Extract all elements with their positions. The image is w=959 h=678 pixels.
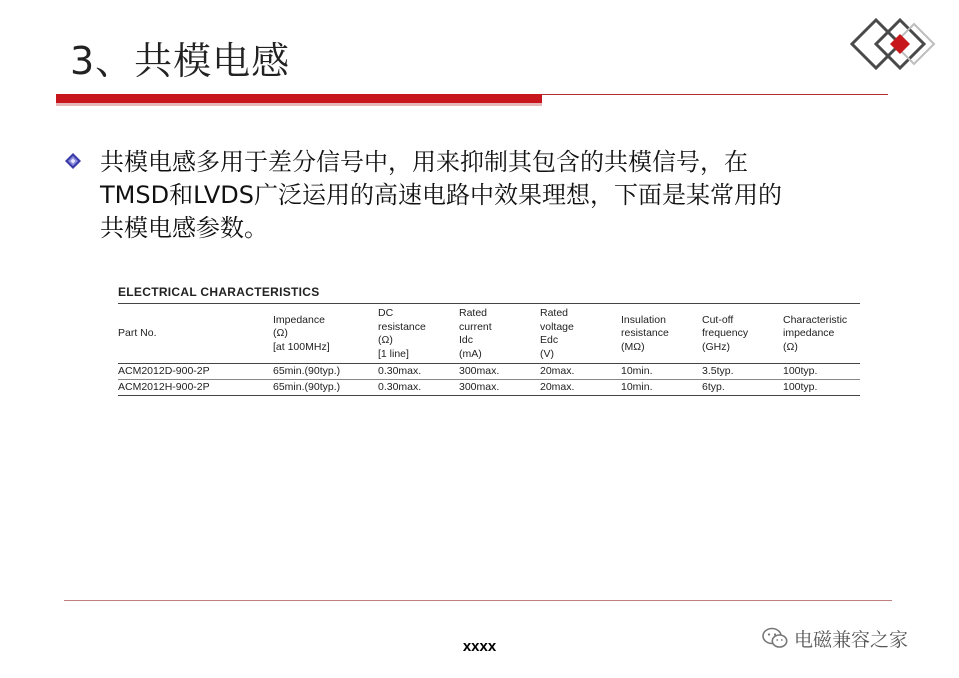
table-cell: 100typ. xyxy=(783,365,818,377)
table-cell: 20max. xyxy=(540,365,575,377)
table-cell: ACM2012D-900-2P xyxy=(118,365,210,377)
table-cell: 10min. xyxy=(621,380,702,396)
table-header-row xyxy=(118,304,860,364)
body-line: 共模电感多用于差分信号中，用来抑制其包含的共模信号，在 xyxy=(100,148,748,176)
title-underline-red xyxy=(56,94,542,103)
footer-text: xxxx xyxy=(462,638,497,655)
col-header-impedance: Impedance (Ω) [at 100MHz] xyxy=(273,304,378,364)
diamond-bullet-icon xyxy=(64,152,82,170)
col-header-part-no: Part No. xyxy=(118,304,273,364)
title-underline-thin xyxy=(542,94,888,95)
table-cell: 20max. xyxy=(540,380,621,396)
col-header-cutoff-frequency: Cut-off frequency (GHz) xyxy=(702,304,783,364)
table-cell: 3.5typ. xyxy=(702,365,734,377)
watermark-text: 电磁兼容之家 xyxy=(794,628,909,651)
table-row xyxy=(118,380,860,396)
table-cell: 0.30max. xyxy=(378,380,459,396)
table-cell: 300max. xyxy=(459,380,540,396)
col-header-insulation-resistance: Insulation resistance (MΩ) xyxy=(621,304,702,364)
body-line: TMSD和LVDS广泛运用的高速电路中效果理想，下面是某常用的 xyxy=(100,181,782,209)
col-header-characteristic-impedance: Characteristic impedance (Ω) xyxy=(783,304,860,364)
table-cell: 65min.(90typ.) xyxy=(273,380,378,396)
diamond-logo-icon xyxy=(850,14,940,76)
spec-heading: ELECTRICAL CHARACTERISTICS xyxy=(118,285,320,299)
table-cell: 10min. xyxy=(621,365,653,377)
table-cell: 300max. xyxy=(459,365,500,377)
col-header-rated-current: Rated current Idc (mA) xyxy=(459,304,540,364)
slide-title: 3、共模电感 xyxy=(70,39,291,83)
table-row xyxy=(118,364,860,380)
table-cell: 100typ. xyxy=(783,380,860,396)
watermark xyxy=(762,624,908,652)
title-underline-shadow xyxy=(56,103,542,106)
table-cell: 6typ. xyxy=(702,380,783,396)
spec-table-block xyxy=(118,285,860,396)
body-paragraph xyxy=(100,146,890,245)
table-cell: 0.30max. xyxy=(378,365,422,377)
table-cell: ACM2012H-900-2P xyxy=(118,380,273,396)
table-cell: 65min.(90typ.) xyxy=(273,365,341,377)
footer-divider xyxy=(64,600,892,601)
wechat-icon xyxy=(762,627,788,649)
col-header-dc-resistance: DC resistance (Ω) [1 line] xyxy=(378,304,459,364)
spec-table xyxy=(118,303,860,396)
col-header-rated-voltage: Rated voltage Edc (V) xyxy=(540,304,621,364)
body-line: 共模电感参数。 xyxy=(100,214,268,242)
